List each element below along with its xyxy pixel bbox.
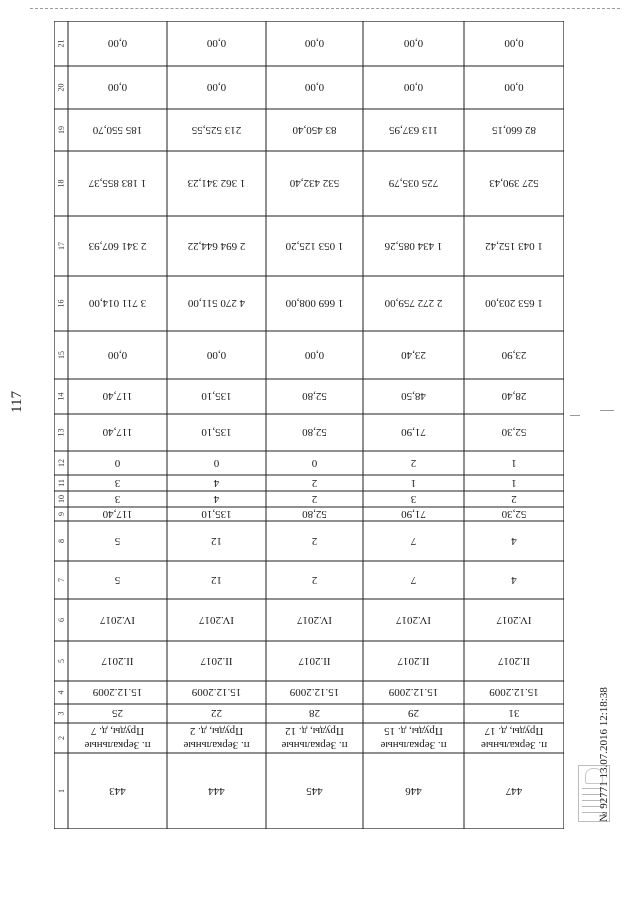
table-cell: 527 390,43 [489, 177, 539, 190]
table-cell: 15.12.2009 [191, 686, 242, 699]
table-cell: 0,00 [403, 37, 424, 50]
table-cell: 4 [511, 574, 517, 586]
table-cell: 28,40 [501, 390, 527, 403]
table-cell: 0,00 [403, 81, 424, 94]
table-cell: 2 341 607,93 [88, 240, 147, 252]
table-cell: II.2017 [200, 655, 233, 667]
table-cell: 1 043 152,42 [485, 240, 543, 252]
table-cell: 135,10 [201, 390, 232, 403]
table-cell: 7 [410, 574, 417, 586]
cell-address: п. Зеркальные Пруды, д. 7 [84, 725, 151, 751]
table-cell: 1 362 341,23 [187, 177, 246, 190]
table-cell: 0,00 [304, 81, 325, 94]
column-number: 12 [56, 459, 66, 467]
table-cell: 71,90 [401, 508, 426, 520]
table-cell: 0 [311, 457, 318, 469]
table-cell: 31 [508, 707, 520, 720]
table-cell: 0,00 [107, 37, 128, 50]
table-cell: 443 [109, 785, 126, 797]
column-number: 4 [56, 690, 66, 695]
column-number: 1 [56, 789, 66, 793]
table-cell: 2 272 759,00 [384, 297, 443, 310]
table-cell: 12 [211, 574, 222, 586]
table-cell: 2 [410, 457, 417, 469]
table-cell: 4 [213, 477, 220, 489]
scan-top-line [30, 8, 620, 9]
table-cell: IV.2017 [396, 614, 431, 626]
table-cell: 52,30 [501, 426, 527, 439]
table-cell: 25 [112, 707, 123, 720]
column-number: 13 [56, 428, 66, 437]
column-number: 15 [56, 351, 66, 359]
table-cell: 52,80 [302, 390, 327, 403]
column-number: 9 [56, 512, 66, 516]
table-cell: 82 660,15 [492, 124, 536, 136]
table-cell: 447 [505, 785, 523, 797]
table-cell: 0,00 [504, 81, 524, 94]
table-cell: 0,00 [206, 37, 227, 50]
table-cell: 725 035,79 [388, 177, 439, 190]
table-cell: 52,30 [501, 508, 527, 520]
table-cell: 52,80 [302, 426, 327, 439]
table-cell: 3 [410, 493, 417, 505]
table-cell: 0,00 [304, 349, 325, 361]
column-number: 18 [56, 179, 66, 188]
table-cell: 2 [311, 535, 318, 547]
table-cell: 2 [311, 477, 318, 489]
column-number: 17 [56, 242, 66, 250]
table-cell: IV.2017 [297, 614, 332, 626]
column-number: 2 [56, 736, 66, 740]
table-cell: 135,10 [201, 508, 232, 520]
table-cell: 1 053 125,20 [285, 240, 344, 252]
column-number: 5 [56, 659, 66, 663]
column-number: 14 [56, 392, 66, 401]
table-cell: 7 [410, 535, 417, 547]
table-cell: 83 450,40 [292, 124, 337, 136]
table-cell: 0,00 [107, 349, 128, 361]
table-cell: 185 550,70 [92, 124, 143, 136]
table-cell: 213 525,55 [191, 124, 242, 136]
scan-mark [600, 410, 614, 411]
table-cell: II.2017 [397, 655, 430, 667]
table-cell: 0,00 [107, 81, 128, 94]
table-cell: 4 270 511,00 [187, 297, 246, 310]
column-number: 8 [56, 539, 66, 543]
table-cell: 0,00 [206, 349, 227, 361]
table-cell: IV.2017 [496, 614, 532, 626]
table-cell: 4 [213, 493, 220, 505]
table-cell: 28 [309, 707, 320, 720]
table-cell: 2 [311, 574, 318, 586]
table-cell: 12 [211, 535, 222, 547]
table-cell: IV.2017 [100, 614, 135, 626]
table-cell: 1 653 203,00 [485, 297, 543, 310]
table-cell: 117,40 [102, 426, 133, 439]
table-cell: 113 637,95 [388, 124, 439, 136]
column-number: 6 [56, 618, 66, 622]
table-cell: 2 [311, 493, 318, 505]
table-cell: 445 [306, 785, 323, 797]
table-cell: 446 [405, 785, 422, 797]
table-cell: 15.12.2009 [289, 686, 340, 699]
table-cell: 0 [114, 457, 121, 469]
cell-address: п. Зеркальные Пруды, д. 17 [480, 725, 548, 751]
table-cell: 0 [213, 457, 220, 469]
table-cell: 15.12.2009 [92, 686, 143, 699]
table-cell: 444 [208, 785, 225, 797]
column-number: 21 [56, 39, 66, 48]
table-cell: 1 434 085,26 [384, 240, 443, 252]
column-number: 10 [56, 495, 66, 503]
column-number: 19 [56, 126, 66, 134]
cell-address: п. Зеркальные Пруды, д. 15 [380, 725, 447, 751]
table-cell: II.2017 [298, 655, 331, 667]
table-cell: 0,00 [304, 37, 325, 50]
table-cell: 135,10 [201, 426, 232, 439]
column-number: 11 [56, 479, 66, 487]
table-cell: 5 [114, 574, 121, 586]
cell-address: п. Зеркальные Пруды, д. 12 [281, 725, 348, 751]
table-cell: II.2017 [497, 655, 531, 667]
table-cell: 1 183 855,37 [88, 177, 147, 190]
table-cell: 117,40 [102, 390, 133, 403]
scan-mark [570, 415, 580, 416]
table-cell: 2 694 644,22 [187, 240, 246, 252]
table-cell: 23,40 [401, 349, 426, 361]
table-cell: 15.12.2009 [388, 686, 439, 699]
table-cell: II.2017 [101, 655, 134, 667]
table-cell: 23,90 [501, 349, 527, 361]
table-cell: 1 [511, 457, 517, 469]
table-cell: 532 432,40 [289, 177, 340, 190]
column-number: 3 [56, 711, 66, 716]
table-cell: 15.12.2009 [489, 686, 539, 699]
table-cell: 48,50 [401, 390, 426, 403]
table-cell: 29 [408, 707, 419, 720]
table-cell: IV.2017 [199, 614, 234, 626]
column-number: 20 [56, 83, 66, 92]
table-cell: 22 [211, 707, 222, 720]
data-table [54, 21, 564, 829]
table-cell: 0,00 [206, 81, 227, 94]
table-cell: 1 [410, 477, 417, 489]
page-number: 117 [9, 391, 25, 413]
table-cell: 1 669 008,00 [285, 297, 344, 310]
table-cell: 3 711 014,00 [88, 297, 147, 310]
table-cell: 1 [511, 477, 517, 489]
table-cell: 5 [114, 535, 121, 547]
cell-address: п. Зеркальные Пруды, д. 2 [183, 725, 250, 751]
table-cell: 52,80 [302, 508, 327, 520]
table-cell: 71,90 [401, 426, 426, 439]
table-cell: 3 [114, 477, 121, 489]
column-number: 7 [56, 578, 66, 582]
table-cell: 4 [511, 535, 517, 547]
table-cell: 0,00 [504, 37, 524, 50]
column-number: 16 [56, 299, 66, 308]
table-cell: 2 [511, 493, 517, 505]
registration-stamp: № 92771 13.07.2016 12:18:38 [598, 687, 610, 822]
table-cell: 3 [114, 493, 121, 505]
table-cell: 117,40 [102, 508, 133, 520]
